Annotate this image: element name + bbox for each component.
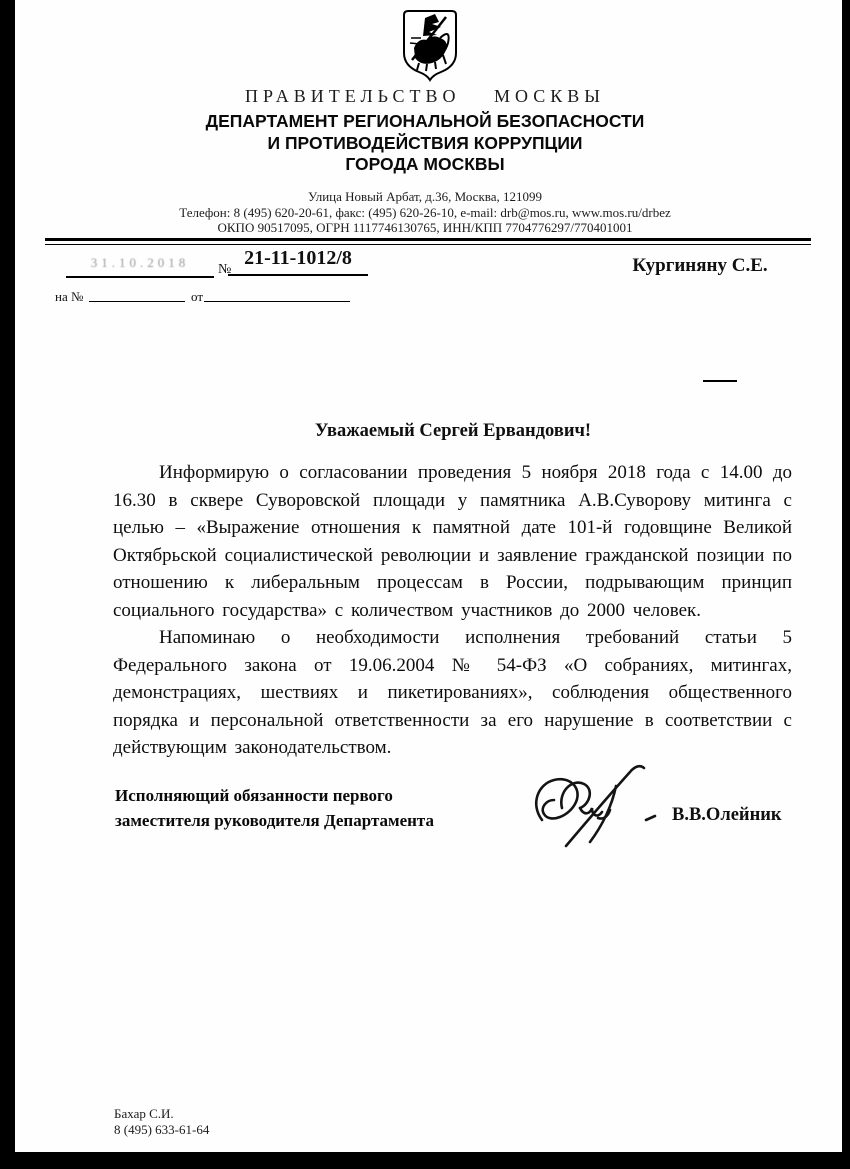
reply-to-label: на № <box>55 289 84 304</box>
body-paragraph-1: Информирую о согласовании проведения 5 ноября 2018 года с 14.00 до 16.30 в сквере Суворовской площади у памятника А.В.Суворову митинга с целью – «Выражение отношения к памятной дате 101-й годовщине Великой Октябрьской социалистической революции и заявление гражданской позиции по отношению к либеральным процессам в России, подрывающим принцип социального государства» с количеством участников до 2000 человек. <box>113 462 792 621</box>
date-field <box>66 250 214 278</box>
letterhead-contacts <box>0 189 850 236</box>
reply-number-blank <box>89 275 185 302</box>
moscow-coat-of-arms-icon <box>399 8 461 87</box>
letterhead-registration: ОКПО 90517095, ОГРН 1117746130765, ИНН/КПП 7704776297/770401001 <box>217 220 633 235</box>
government-title: ПРАВИТЕЛЬСТВО МОСКВЫ <box>244 86 605 106</box>
executor-phone: 8 (495) 633-61-64 <box>114 1121 210 1137</box>
body-paragraph-2: Напоминаю о необходимости исполнения требований статьи 5 Федерального закона от 19.06.2004 № 54-ФЗ «О собраниях, митингах, демонстрациях, шествиях и пикетированиях», соблюдения общественного порядка и персональной ответственности за его нарушение в соответствии с действующим законодательством. <box>113 627 792 758</box>
department-name-line2: И ПРОТИВОДЕЙСТВИЯ КОРРУПЦИИ <box>267 132 583 153</box>
addressee-name: Кургиняну С.Е. <box>632 255 768 276</box>
reply-date-blank <box>204 275 350 302</box>
executor-name: Бахар С.И. <box>114 1106 174 1121</box>
letterhead-phone: Телефон: 8 (495) 620-20-61, факс: (495) 620-26-10, e-mail: drb@mos.ru, www.mos.ru/drbez <box>179 204 671 220</box>
salutation: Уважаемый Сергей Ервандович! <box>314 421 592 441</box>
scan-edge-bottom <box>0 1152 850 1169</box>
reply-from-label: от <box>191 289 204 304</box>
department-name-line3: ГОРОДА МОСКВЫ <box>345 154 505 174</box>
executor-block <box>114 1106 209 1137</box>
date-stamp: 31.10.2018 <box>90 255 190 270</box>
letterhead-address: Улица Новый Арбат, д.36, Москва, 121099 <box>307 189 542 204</box>
signature-autograph <box>528 758 663 858</box>
handwritten-dash-mark <box>703 380 737 382</box>
signoff-title-line1: Исполняющий обязанности первого <box>115 786 393 805</box>
department-name-line1: ДЕПАРТАМЕНТ РЕГИОНАЛЬНОЙ БЕЗОПАСНОСТИ <box>205 111 645 131</box>
signoff-title <box>115 783 535 833</box>
letterhead-divider <box>45 238 811 245</box>
letter-body <box>113 459 792 762</box>
department-name <box>0 111 850 176</box>
number-label: № <box>218 262 232 277</box>
signoff-title-line2: заместителя руководителя Департамента <box>115 811 434 830</box>
outgoing-number: 21-11-1012/8 <box>228 247 368 276</box>
signer-name: В.В.Олейник <box>672 805 782 825</box>
